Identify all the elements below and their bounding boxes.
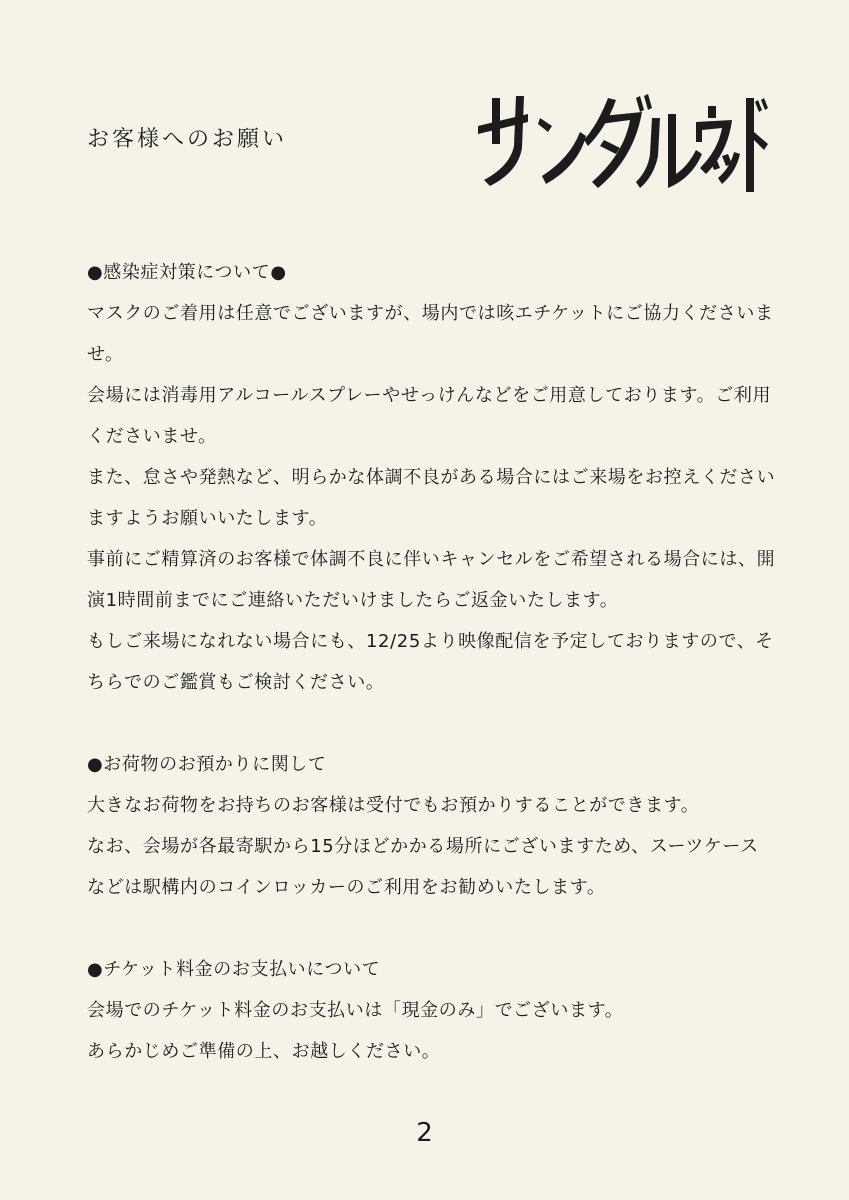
paragraph: あらかじめご準備の上、お越しください。 (87, 1041, 441, 1062)
paragraph: 会場には消毒用アルコールスプレーやせっけんなどをご用意しております。ご利用くださいませ。 (87, 385, 772, 447)
page-header-title: お客様へのお願い (87, 127, 288, 152)
section-luggage (87, 744, 777, 908)
section-heading: ●お荷物のお預かりに関して (87, 754, 327, 775)
page-number: 2 (416, 1118, 433, 1148)
logo-graphic (470, 88, 770, 198)
paragraph: 会場でのチケット料金のお支払いは「現金のみ」でございます。 (87, 1000, 624, 1021)
paragraph: 事前にご精算済のお客様で体調不良に伴いキャンセルをご希望される場合には、開演1時間前までにご連絡いただいけましたらご返金いたします。 (87, 549, 776, 611)
section-infection-control (87, 252, 777, 703)
section-heading: ●感染症対策について● (87, 262, 287, 283)
section-heading: ●チケット料金のお支払いについて (87, 959, 381, 980)
notice-content (87, 252, 777, 1072)
paragraph: なお、会場が各最寄駅から15分ほどかかる場所にございますため、スーツケースなどは駅構内のコインロッカーのご利用をお勧めいたします。 (87, 836, 759, 898)
section-ticket-payment (87, 949, 777, 1072)
paragraph: マスクのご着用は任意でございますが、場内では咳エチケットにご協力くださいませ。 (87, 303, 774, 365)
sandalwood-logo (470, 88, 770, 198)
paragraph: 大きなお荷物をお持ちのお客様は受付でもお預かりすることができます。 (87, 795, 700, 816)
paragraph: もしご来場になれない場合にも、12/25より映像配信を予定しておりますので、そちらでのご鑑賞もご検討ください。 (87, 631, 774, 693)
paragraph: また、怠さや発熱など、明らかな体調不良がある場合にはご来場をお控えくださいますようお願いいたします。 (87, 467, 776, 529)
